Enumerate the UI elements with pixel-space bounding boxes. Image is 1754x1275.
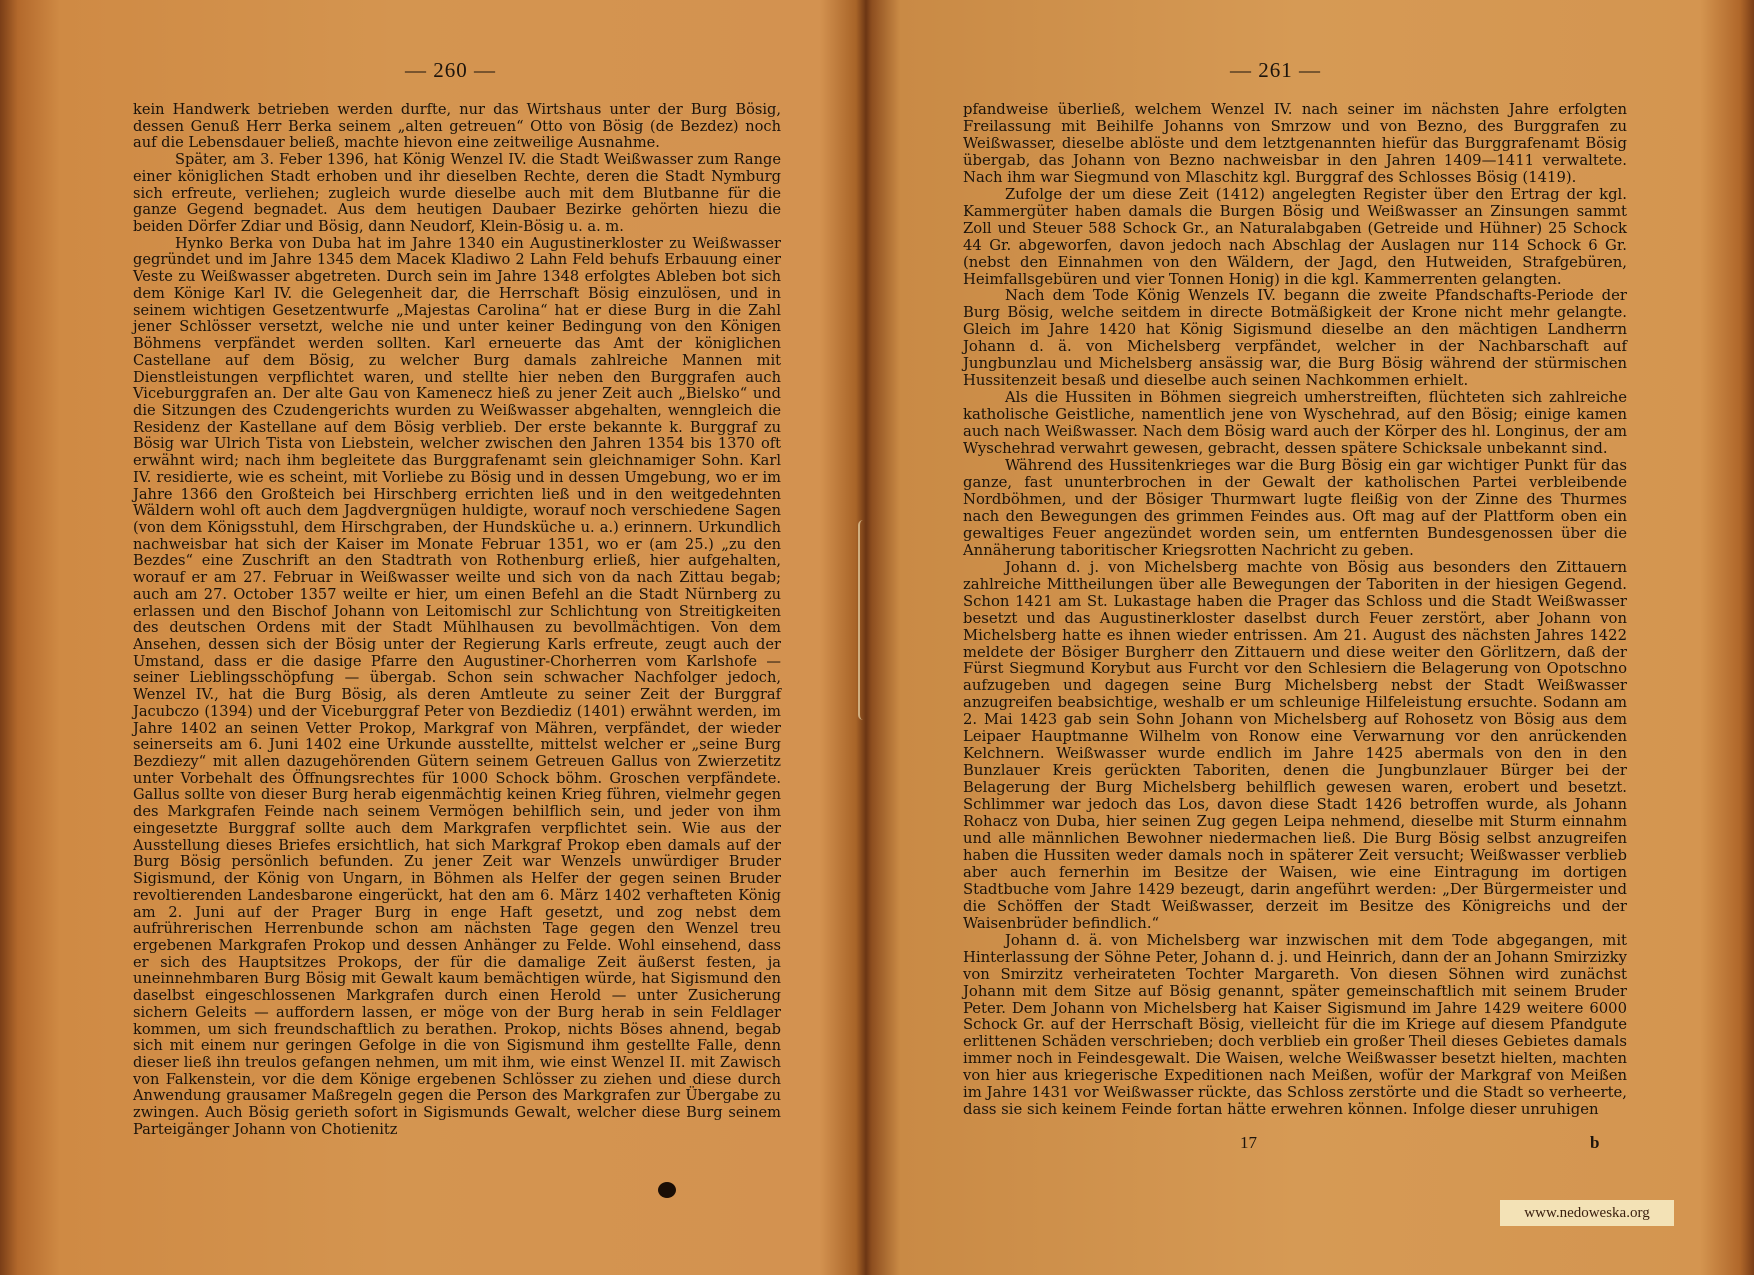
watermark-link[interactable]: www.nedoweska.org: [1500, 1200, 1674, 1226]
binding-thread: [858, 520, 868, 720]
right-page: [870, 0, 1754, 1275]
page-number: — 260 —: [405, 58, 496, 82]
paragraph: Zufolge der um diese Zeit (1412) angelegten Register über den Ertrag der kgl. Kammergüter haben damals die Burgen Bösig und Weißwasser an Zinsungen sammt Zoll und Steuer 588 Schock Gr., an Naturalabgaben (Getreide und Hühner) 25 Schock 44 Gr. abgeworfen, davon jedoch nach Abschlag der Auslagen nur 114 Schock 6 Gr. (nebst den Einnahmen von den Wäldern, der Jagd, den Hutweiden, Strafgebüren, Heimfallsgebüren und vier Tonnen Honig) in die kgl. Kammerrenten gelangten.: [963, 185, 1627, 288]
paragraph: Hynko Berka von Duba hat im Jahre 1340 ein Augustinerkloster zu Weißwasser gegründet und im Jahre 1345 dem Macek Kladiwo 2 Lahn Feld behufs Erbauung einer Veste zu Weißwasser abgetreten. Durch sein im Jahre 1348 erfolgtes Ableben bot sich dem Könige Karl IV. die Gelegenheit dar, die Herrschaft Bösig einzulösen, und in seinem wichtigen Gesetzentwurfe „Majestas Carolina“ hat er diese Burg in die Zahl jener Schlösser versetzt, welche nie und unter keiner Bedingung von den Königen Böhmens verpfändet werden sollten. Karl erneuerte das Amt der königlichen Castellane auf dem Bösig, zu welcher Burg damals zahlreiche Mannen mit Dienstleistungen verpflichtet waren, und stellte hier neben den Burggrafen auch Viceburggrafen an. Der alte Gau von Kamenecz hieß zu jener Zeit auch „Bielsko“ und die Sitzungen des Czudengerichts wurden zu Weißwasser abgehalten, wenngleich die Residenz der Kastellane auf dem Bösig verblieb. Der erste bekannte k. Burggraf zu Bösig war Ulrich Tista von Liebstein, welcher zwischen den Jahren 1354 bis 1370 oft erwähnt wird; nach ihm begleitete das Burggrafenamt sein gleichnamiger Sohn. Karl IV. residierte, wie es scheint, mit Vorliebe zu Bösig und in dessen Umgebung, wo er im Jahre 1366 den Großteich bei Hirschberg errichten ließ und in den weitgedehnten Wäldern wohl oft auch dem Jagdvergnügen huldigte, worauf noch verschiedene Sagen (von dem Königsstuhl, dem Hirschgraben, der Hundsküche u. a.) erinnern. Urkundlich nachweisbar hat sich der Kaiser im Monate Februar 1351, wo er (am 25.) „zu den Bezdes“ eine Zuschrift an den Stadtrath von Rothenburg erließ, hier aufgehalten, worauf er am 27. Februar in Weißwasser weilte und sich von da nach Zittau begab; auch am 27. October 1357 weilte er hier, um einen Befehl an die Stadt Nürnberg zu erlassen und den Bischof Johann von Leitomischl zur Schlichtung von Streitigkeiten des deutschen Ordens mit der Stadt Mühlhausen zu bevollmächtigen. Von dem Ansehen, dessen sich der Bösig unter der Regierung Karls erfreute, zeugt auch der Umstand, dass er die dasige Pfarre den Augustiner-Chorherren vom Karlshofe — seiner Lieblingsschöpfung — übergab. Schon sein schwacher Nachfolger jedoch, Wenzel IV., hat die Burg Bösig, als deren Amtleute zu seiner Zeit der Burggraf Jacubczo (1394) und der Viceburggraf Peter von Bezdiediz (1401) erwähnt werden, im Jahre 1402 an seinen Vetter Prokop, Markgraf von Mähren, verpfändet, der wieder seinerseits am 6. Juni 1402 eine Urkunde ausstellte, mittelst welcher er „seine Burg Bezdiezy“ mit allen dazugehörenden Gütern seinem Getreuen Gallus von Zwierzetitz unter Vorbehalt des Öffnungsrechtes für 1000 Schock böhm. Groschen verpfändete. Gallus sollte von dieser Burg herab eigenmächtig keinen Krieg führen, vielmehr gegen des Markgrafen Feinde nach seinem Vermögen behilflich sein, und jeder von ihm eingesetzte Burggraf sollte auch dem Markgrafen verpflichtet sein. Wie aus der Ausstellung dieses Briefes ersichtlich, hat sich Markgraf Prokop eben damals auf der Burg Bösig persönlich befunden. Zu jener Zeit war Wenzels unwürdiger Bruder Sigismund, der König von Ungarn, in Böhmen als Helfer der gegen seinen Bruder revoltierenden Landesbarone eingerückt, hat den am 6. März 1402 verhafteten König am 2. Juni auf der Prager Burg in enge Haft gesetzt, und zog nebst dem aufrührerischen Herrenbunde schon am nächsten Tage gegen den Wenzel treu ergebenen Markgrafen Prokop und dessen Anhänger zu Felde. Wohl einsehend, dass er sich des Hauptsitzes Prokops, der für die damalige Zeit äußerst festen, ja uneinnehmbaren Burg Bösig mit Gewalt kaum bemächtigen würde, hat Sigismund den daselbst eingeschlossenen Markgrafen durch einen Herold — unter Zusicherung sichern Geleits — auffordern lassen, er möge von der Burg herab in sein Feldlager kommen, um sich freundschaftlich zu berathen. Prokop, nichts Böses ahnend, begab sich mit einem nur geringen Gefolge in die von Sigismund ihm gestellte Falle, denn dieser ließ ihn treulos gefangen nehmen, um mit ihm, wie einst Wenzel II. mit Zawisch von Falkenstein, vor die dem Könige ergebenen Schlösser zu ziehen und diese durch Anwendung grausamer Maßregeln gegen die Person des Markgrafen zur Übergabe zu zwingen. Auch Bösig gerieth sofort in Sigismunds Gewalt, welcher diese Burg seinem Parteigänger Johann von Chotienitz: [133, 234, 781, 1138]
paragraph: Nach dem Tode König Wenzels IV. begann die zweite Pfandschafts-Periode der Burg Bösig, welche seitdem in directe Botmäßigkeit der Krone nicht mehr gelangte. Gleich im Jahre 1420 hat König Sigismund dieselbe an den mächtigen Landherrn Johann d. ä. von Michelsberg verpfändet, welcher in der Nachbarschaft auf Jungbunzlau und Michelsberg ansässig war, die Burg Bösig während der stürmischen Hussitenzeit besaß und dieselbe auch seinen Nachkommen erhielt.: [963, 287, 1627, 390]
paragraph: kein Handwerk betrieben werden durfte, nur das Wirtshaus unter der Burg Bösig, dessen Genuß Herr Berka seinem „alten getreuen“ Otto von Bösig (de Bezdez) noch auf die Lebensdauer beließ, machte hievon eine zeitweilige Ausnahme.: [133, 101, 781, 152]
ink-stain: [658, 1182, 676, 1198]
page-body: [963, 102, 1627, 1119]
page-number: — 261 —: [1230, 58, 1321, 82]
paragraph: Später, am 3. Feber 1396, hat König Wenzel IV. die Stadt Weißwasser zum Range einer königlichen Stadt erhoben und ihr dieselben Rechte, deren die Stadt Nymburg sich erfreute, verliehen; zugleich wurde dieselbe auch mit dem Blutbanne für die ganze Gegend begnadet. Aus dem heutigen Daubaer Bezirke gehörten hiezu die beiden Dörfer Zdiar und Bösig, dann Neudorf, Klein-Bösig u. a. m.: [133, 151, 781, 236]
signature-mark: 17: [1240, 1133, 1257, 1152]
paragraph: Johann d. ä. von Michelsberg war inzwischen mit dem Tode abgegangen, mit Hinterlassung der Söhne Peter, Johann d. j. und Heinrich, dann der an Johann Smirzizky von Smirzitz verheirateten Tochter Margareth. Von diesen Söhnen wird zunächst Johann mit dem Sitze auf Bösig genannt, später gemeinschaftlich mit seinem Bruder Peter. Dem Johann von Michelsberg hat Kaiser Sigismund im Jahre 1429 weitere 6000 Schock Gr. auf der Herrschaft Bösig, vielleicht für die im Kriege auf diesem Pfandgute erlittenen Schäden verschrieben; doch verblieb ein großer Theil dieses Gebietes damals immer noch in Feindesgewalt. Die Waisen, welche Weißwasser besetzt hielten, machten von hier aus kriegerische Expeditionen nach Meißen, wofür der Markgraf von Meißen im Jahre 1431 vor Weißwasser rückte, das Schloss zerstörte und die Stadt so verheerte, dass sie sich keinem Feinde fortan hätte erwehren können. Infolge dieser unruhigen: [963, 931, 1627, 1119]
page-body: [133, 102, 781, 1139]
paragraph: pfandweise überließ, welchem Wenzel IV. nach seiner im nächsten Jahre erfolgten Freilassung mit Beihilfe Johanns von Smrzow und von Bezno, des Burggrafen zu Weißwasser, dieselbe ablöste und dem letztgenannten hiefür das Burggrafenamt Bösig übergab, das Johann von Bezno nachweisbar in den Jahren 1409—1411 verwaltete. Nach ihm war Siegmund von Mlaschitz kgl. Burggraf des Schlosses Bösig (1419).: [963, 101, 1627, 186]
signature-letter: b: [1590, 1133, 1600, 1152]
left-page: [0, 0, 866, 1275]
paragraph: Während des Hussitenkrieges war die Burg Bösig ein gar wichtiger Punkt für das ganze, fast ununterbrochen in der Gewalt der katholischen Partei verbleibende Nordböhmen, und der Bösiger Thurmwart lugte fleißig von der Zinne des Thurmes nach den Bewegungen des grimmen Feindes aus. Oft mag auf der Plattform oben ein gewaltiges Feuer angezündet worden sein, um entfernten Bundesgenossen über die Annäherung taboritischer Kriegsrotten Nachricht zu geben.: [963, 457, 1627, 559]
paragraph: Johann d. j. von Michelsberg machte von Bösig aus besonders den Zittauern zahlreiche Mittheilungen über alle Bewegungen der Taboriten in der hiesigen Gegend. Schon 1421 am St. Lukastage haben die Prager das Schloss und die Stadt Weißwasser besetzt und das Augustinerkloster daselbst durch Feuer zerstört, aber Johann von Michelsberg hatte es ihnen wieder entrissen. Am 21. August des nächsten Jahres 1422 meldete der Bösiger Burgherr den Zittauern und diese weiter den Görlitzern, daß der Fürst Siegmund Korybut aus Furcht vor den Schlesiern die Belagerung von Opotschno aufzugeben und dagegen seine Burg Michelsberg nebst der Stadt Weißwasser anzugreifen beabsichtige, weshalb er um schleunige Hilfeleistung ersuchte. Sodann am 2. Mai 1423 gab sein Sohn Johann von Michelsberg auf Rohosetz von Bösig aus dem Leipaer Hauptmanne Wilhelm von Ronow eine Verwarnung vor den anrückenden Kelchnern. Weißwasser wurde endlich im Jahre 1425 abermals von den in den Bunzlauer Kreis gerückten Taboriten, denen die Jungbunzlauer Bürger bei der Belagerung der Burg Michelsberg behilflich gewesen waren, erobert und besetzt. Schlimmer war jedoch das Los, davon diese Stadt 1426 betroffen wurde, als Johann Rohacz von Duba, hier seinen Zug gegen Leipa nehmend, dieselbe mit Sturm einnahm und alle männlichen Bewohner niedermachen ließ. Die Burg Bösig selbst anzugreifen haben die Hussiten weder damals noch in späterer Zeit versucht; Weißwasser verblieb aber auch fernerhin im Besitze der Waisen, wie eine Eintragung im dortigen Stadtbuche vom Jahre 1429 bezeugt, darin angeführt werden: „Der Bürgermeister und die Schöffen der Stadt Weißwasser, derzeit im Besitze des Königreichs und der Waisenbrüder befindlich.“: [963, 558, 1627, 932]
paragraph: Als die Hussiten in Böhmen siegreich umherstreiften, flüchteten sich zahlreiche katholische Geistliche, namentlich jene von Wyschehrad, auf den Bösig; einige kamen auch nach Weißwasser. Nach dem Bösig ward auch der Körper des hl. Longinus, der am Wyschehrad verwahrt gewesen, gebracht, dessen spätere Schicksale unbekannt sind.: [963, 389, 1627, 458]
